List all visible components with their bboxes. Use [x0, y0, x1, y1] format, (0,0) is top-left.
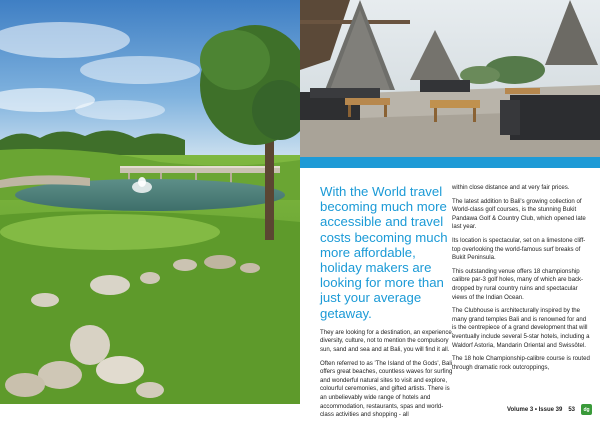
paragraph: The 18 hole Championship-calibre course is routed through dramatic rock outcroppings, [452, 355, 590, 371]
paragraph: Often referred to as 'The Island of the Gods', Bali offers great beaches, countless waves for surfing and wonderful natural sites to visit and explore, colourful ceremonies, and gifted artists. There is an unbelievably wide range of hotels and accommodation, restaurants, spas and world-class activities and shopping - all [320, 359, 453, 419]
paragraph: They are looking for a destination, an experience, diversity, culture, not to mention the compulsory sun, sand and sea and at Bali, you will find it all. [320, 328, 454, 354]
paragraph: Its location is spectacular, set on a limestone cliff-top overlooking the world-famous surf breaks of Bukit Peninsula. [452, 236, 586, 262]
paragraph: This outstanding venue offers 18 championship calibre par-3 golf holes, many of which are back-dropped by rural country ruins and spectacular views of the Indian Ocean. [452, 267, 584, 301]
logo-text: dg [583, 406, 590, 413]
accent-bar [300, 157, 600, 168]
article-column-left [320, 184, 455, 424]
page-footer [507, 404, 592, 415]
magazine-logo-icon [581, 404, 592, 415]
clubhouse-terrace-photo [300, 0, 600, 157]
paragraph: The Clubhouse is architecturally inspired by the many grand temples Bali and is renowned for and is the centrepiece of a grand development that will eventually include several 5-star hotels, including a Waldorf Astoria, Mandarin Oriental and Swissôtel. [452, 307, 590, 349]
pull-quote: With the World travel becoming much more accessible and travel costs becoming much more affordable, holiday makers are looking for more than just your average getaway. [320, 184, 448, 321]
paragraph: within close distance and at very fair prices. [452, 184, 570, 191]
paragraph: The latest addition to Bali's growing collection of World-class golf courses, is the stunning Bukit Pandawa Golf & Country Club, which opened late last year. [452, 197, 586, 231]
article-column-right [452, 184, 592, 377]
page-number: 53 [568, 406, 575, 413]
issue-label: Volume 3 • Issue 39 [506, 406, 563, 413]
article-page [300, 0, 600, 424]
golf-course-photo [0, 0, 300, 404]
